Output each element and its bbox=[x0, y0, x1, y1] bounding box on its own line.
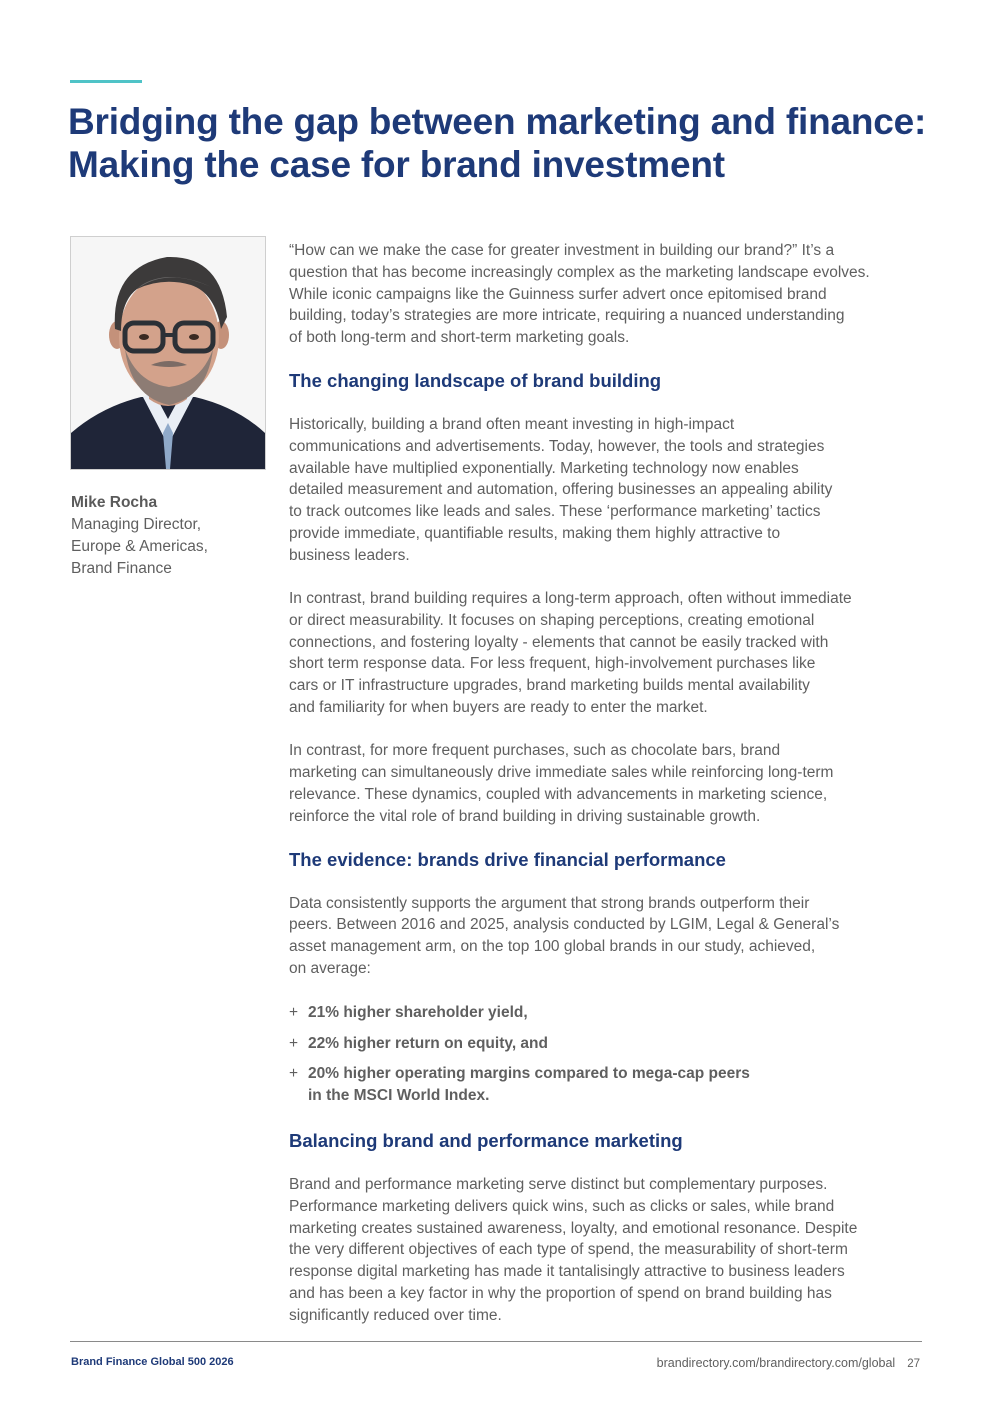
section1-paragraph-2 bbox=[289, 588, 919, 719]
text-line: peers. Between 2016 and 2025, analysis conducted by LGIM, Legal & General’s bbox=[289, 916, 840, 934]
evidence-bullet-list bbox=[289, 1002, 919, 1107]
text-line: cars or IT infrastructure upgrades, brand marketing builds mental availability bbox=[289, 677, 810, 695]
text-line: or direct measurability. It focuses on shaping perceptions, creating emotional bbox=[289, 611, 815, 629]
footer-right bbox=[657, 1356, 920, 1370]
text-line: relevance. These dynamics, coupled with advancements in marketing science, bbox=[289, 785, 828, 803]
page-title bbox=[68, 100, 948, 186]
text-line: marketing can simultaneously drive immediate sales while reinforcing long-term bbox=[289, 764, 834, 782]
plus-icon: + bbox=[289, 1065, 299, 1083]
intro-paragraph bbox=[289, 240, 919, 349]
text-line: reinforce the vital role of brand building in driving sustainable growth. bbox=[289, 807, 761, 825]
text-line: response digital marketing has made it tantalisingly attractive to business leaders bbox=[289, 1263, 845, 1281]
section3-paragraph-1 bbox=[289, 1174, 919, 1327]
section-heading-changing-landscape: The changing landscape of brand building bbox=[289, 369, 662, 391]
text-line: Brand and performance marketing serve distinct but complementary purposes. bbox=[289, 1175, 828, 1193]
text-line: business leaders. bbox=[289, 546, 410, 564]
text-line: and has been a key factor in why the proportion of spend on brand building has bbox=[289, 1284, 832, 1302]
text-line: to track outcomes like leads and sales. These ‘performance marketing’ tactics bbox=[289, 503, 821, 521]
plus-icon: + bbox=[289, 1003, 299, 1021]
text-line: marketing creates sustained awareness, loyalty, and emotional resonance. Despite bbox=[289, 1219, 858, 1237]
author-role-line: Europe & Americas, bbox=[71, 538, 208, 555]
footer-divider bbox=[70, 1341, 922, 1342]
text-line: Performance marketing delivers quick wins, such as clicks or sales, while brand bbox=[289, 1197, 835, 1215]
section-heading-balancing: Balancing brand and performance marketing bbox=[289, 1129, 683, 1151]
text-line: While iconic campaigns like the Guinness surfer advert once epitomised brand bbox=[289, 285, 827, 303]
page-number: 27 bbox=[907, 1358, 920, 1370]
section1-paragraph-3 bbox=[289, 740, 919, 827]
text-line: In contrast, for more frequent purchases, such as chocolate bars, brand bbox=[289, 742, 781, 760]
section1-paragraph-1 bbox=[289, 414, 919, 567]
text-line: available have multiplied exponentially. Marketing technology now enables bbox=[289, 459, 799, 477]
section-heading-evidence: The evidence: brands drive financial performance bbox=[289, 848, 726, 870]
author-role-line: Brand Finance bbox=[71, 560, 172, 577]
page-title-line-1: Bridging the gap between marketing and finance: bbox=[68, 101, 927, 142]
text-line: significantly reduced over time. bbox=[289, 1306, 502, 1324]
text-line: and familiarity for when buyers are ready to enter the market. bbox=[289, 699, 708, 717]
list-item bbox=[289, 1033, 919, 1055]
bullet-text: 22% higher return on equity, and bbox=[308, 1034, 548, 1052]
text-line: the very different objectives of each type of spend, the measurability of short-term bbox=[289, 1241, 848, 1259]
bullet-text: 20% higher operating margins compared to mega-cap peers bbox=[308, 1065, 750, 1083]
text-line: “How can we make the case for greater investment in building our brand?” It’s a bbox=[289, 242, 835, 259]
bullet-text: in the MSCI World Index. bbox=[308, 1087, 490, 1105]
text-line: communications and advertisements. Today, however, the tools and strategies bbox=[289, 437, 825, 455]
section2-paragraph-1 bbox=[289, 893, 919, 980]
text-line: on average: bbox=[289, 959, 371, 977]
author-name: Mike Rocha bbox=[71, 494, 158, 511]
text-line: connections, and fostering loyalty - elements that cannot be easily tracked with bbox=[289, 633, 829, 651]
list-item bbox=[289, 1063, 919, 1107]
footer-url-link[interactable]: brandirectory.com/brandirectory.com/global bbox=[656, 1356, 896, 1370]
text-line: detailed measurement and automation, offering businesses an appealing ability bbox=[289, 481, 833, 499]
text-line: short term response data. For less frequent, high-involvement purchases like bbox=[289, 655, 816, 673]
plus-icon: + bbox=[289, 1034, 299, 1052]
footer-publication: Brand Finance Global 500 2026 bbox=[71, 1356, 234, 1368]
bullet-text: 21% higher shareholder yield, bbox=[308, 1003, 528, 1021]
author-role-line: Managing Director, bbox=[71, 516, 202, 533]
author-block bbox=[71, 492, 271, 580]
author-photo bbox=[70, 236, 266, 470]
text-line: asset management arm, on the top 100 global brands in our study, achieved, bbox=[289, 938, 816, 956]
text-line: provide immediate, quantifiable results, making them highly attractive to bbox=[289, 524, 781, 542]
text-line: of both long-term and short-term marketing goals. bbox=[289, 329, 630, 347]
text-line: Historically, building a brand often meant investing in high-impact bbox=[289, 415, 735, 433]
text-line: In contrast, brand building requires a long-term approach, often without immediate bbox=[289, 590, 852, 608]
article-body bbox=[289, 240, 919, 1326]
text-line: Data consistently supports the argument that strong brands outperform their bbox=[289, 894, 810, 912]
page-title-line-2: Making the case for brand investment bbox=[68, 144, 725, 185]
text-line: building, today’s strategies are more intricate, requiring a nuanced understanding bbox=[289, 307, 845, 325]
title-accent-rule bbox=[70, 80, 142, 83]
list-item bbox=[289, 1002, 919, 1024]
text-line: question that has become increasingly complex as the marketing landscape evolves. bbox=[289, 263, 870, 281]
